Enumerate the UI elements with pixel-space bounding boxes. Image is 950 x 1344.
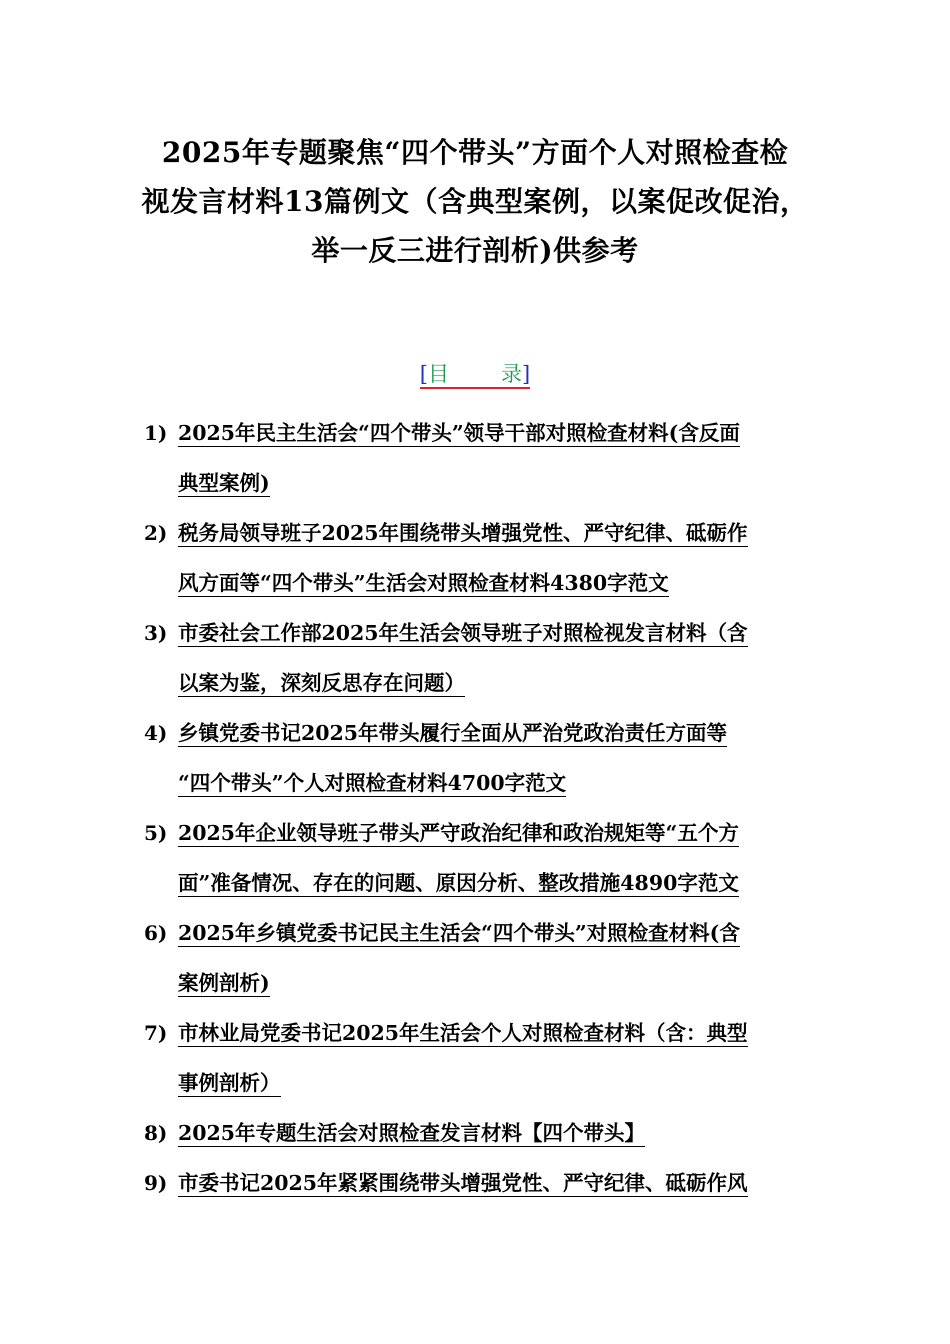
toc-item-number: 4): [144, 721, 168, 745]
toc-heading-left: 目: [428, 362, 449, 386]
document-title: [0, 128, 950, 275]
title-line: 视发言材料13篇例文（含典型案例，以案促改促治，: [141, 185, 809, 218]
toc-item[interactable]: [0, 1008, 950, 1108]
toc-item-link-continued[interactable]: “四个带头”个人对照检查材料4700字范文: [178, 771, 567, 795]
table-of-contents: [0, 408, 950, 1208]
toc-item-number: 3): [144, 621, 168, 645]
toc-item-link-continued[interactable]: 面”准备情况、存在的问题、原因分析、整改措施4890字范文: [178, 871, 739, 895]
toc-item-number: 2): [144, 521, 168, 545]
toc-item-link[interactable]: 2025年专题生活会对照检查发言材料【四个带头】: [178, 1121, 646, 1145]
toc-heading-right: 录: [501, 362, 522, 386]
toc-item-link[interactable]: 市委书记2025年紧紧围绕带头增强党性、严守纪律、砥砺作风: [178, 1171, 748, 1195]
toc-item-number: 7): [144, 1021, 168, 1045]
toc-heading: [0, 358, 950, 388]
toc-item[interactable]: [0, 508, 950, 608]
toc-item-link[interactable]: 市委社会工作部2025年生活会领导班子对照检视发言材料（含: [178, 621, 748, 645]
toc-item-number: 9): [144, 1171, 168, 1195]
toc-item-link[interactable]: 乡镇党委书记2025年带头履行全面从严治党政治责任方面等: [178, 721, 728, 745]
title-line: 举一反三进行剖析)供参考: [311, 234, 639, 267]
toc-item[interactable]: [0, 1158, 950, 1208]
toc-item-number: 6): [144, 921, 168, 945]
toc-item-link-continued[interactable]: 以案为鉴，深刻反思存在问题）: [178, 671, 465, 695]
toc-item[interactable]: [0, 1108, 950, 1158]
toc-item[interactable]: [0, 808, 950, 908]
toc-item-number: 1): [144, 421, 168, 445]
toc-item[interactable]: [0, 708, 950, 808]
toc-item[interactable]: [0, 408, 950, 508]
toc-item-link[interactable]: 2025年企业领导班子带头严守政治纪律和政治规矩等“五个方: [178, 821, 739, 845]
toc-item-number: 8): [144, 1121, 168, 1145]
toc-item-link[interactable]: 市林业局党委书记2025年生活会个人对照检查材料（含：典型: [178, 1021, 748, 1045]
toc-item-number: 5): [144, 821, 168, 845]
toc-item-link[interactable]: 2025年乡镇党委书记民主生活会“四个带头”对照检查材料(含: [178, 921, 740, 945]
toc-item[interactable]: [0, 608, 950, 708]
toc-item-link-continued[interactable]: 案例剖析): [178, 971, 270, 995]
title-line: 2025年专题聚焦“四个带头”方面个人对照检查检: [161, 136, 789, 169]
toc-close-bracket: ]: [522, 362, 531, 386]
toc-open-bracket: [: [419, 362, 428, 386]
toc-item-link-continued[interactable]: 风方面等“四个带头”生活会对照检查材料4380字范文: [178, 571, 669, 595]
toc-item-link-continued[interactable]: 事例剖析）: [178, 1071, 281, 1095]
toc-item-link[interactable]: 2025年民主生活会“四个带头”领导干部对照检查材料(含反面: [178, 421, 740, 445]
toc-item-link[interactable]: 税务局领导班子2025年围绕带头增强党性、严守纪律、砥砺作: [178, 521, 748, 545]
toc-item[interactable]: [0, 908, 950, 1008]
toc-item-link-continued[interactable]: 典型案例): [178, 471, 270, 495]
